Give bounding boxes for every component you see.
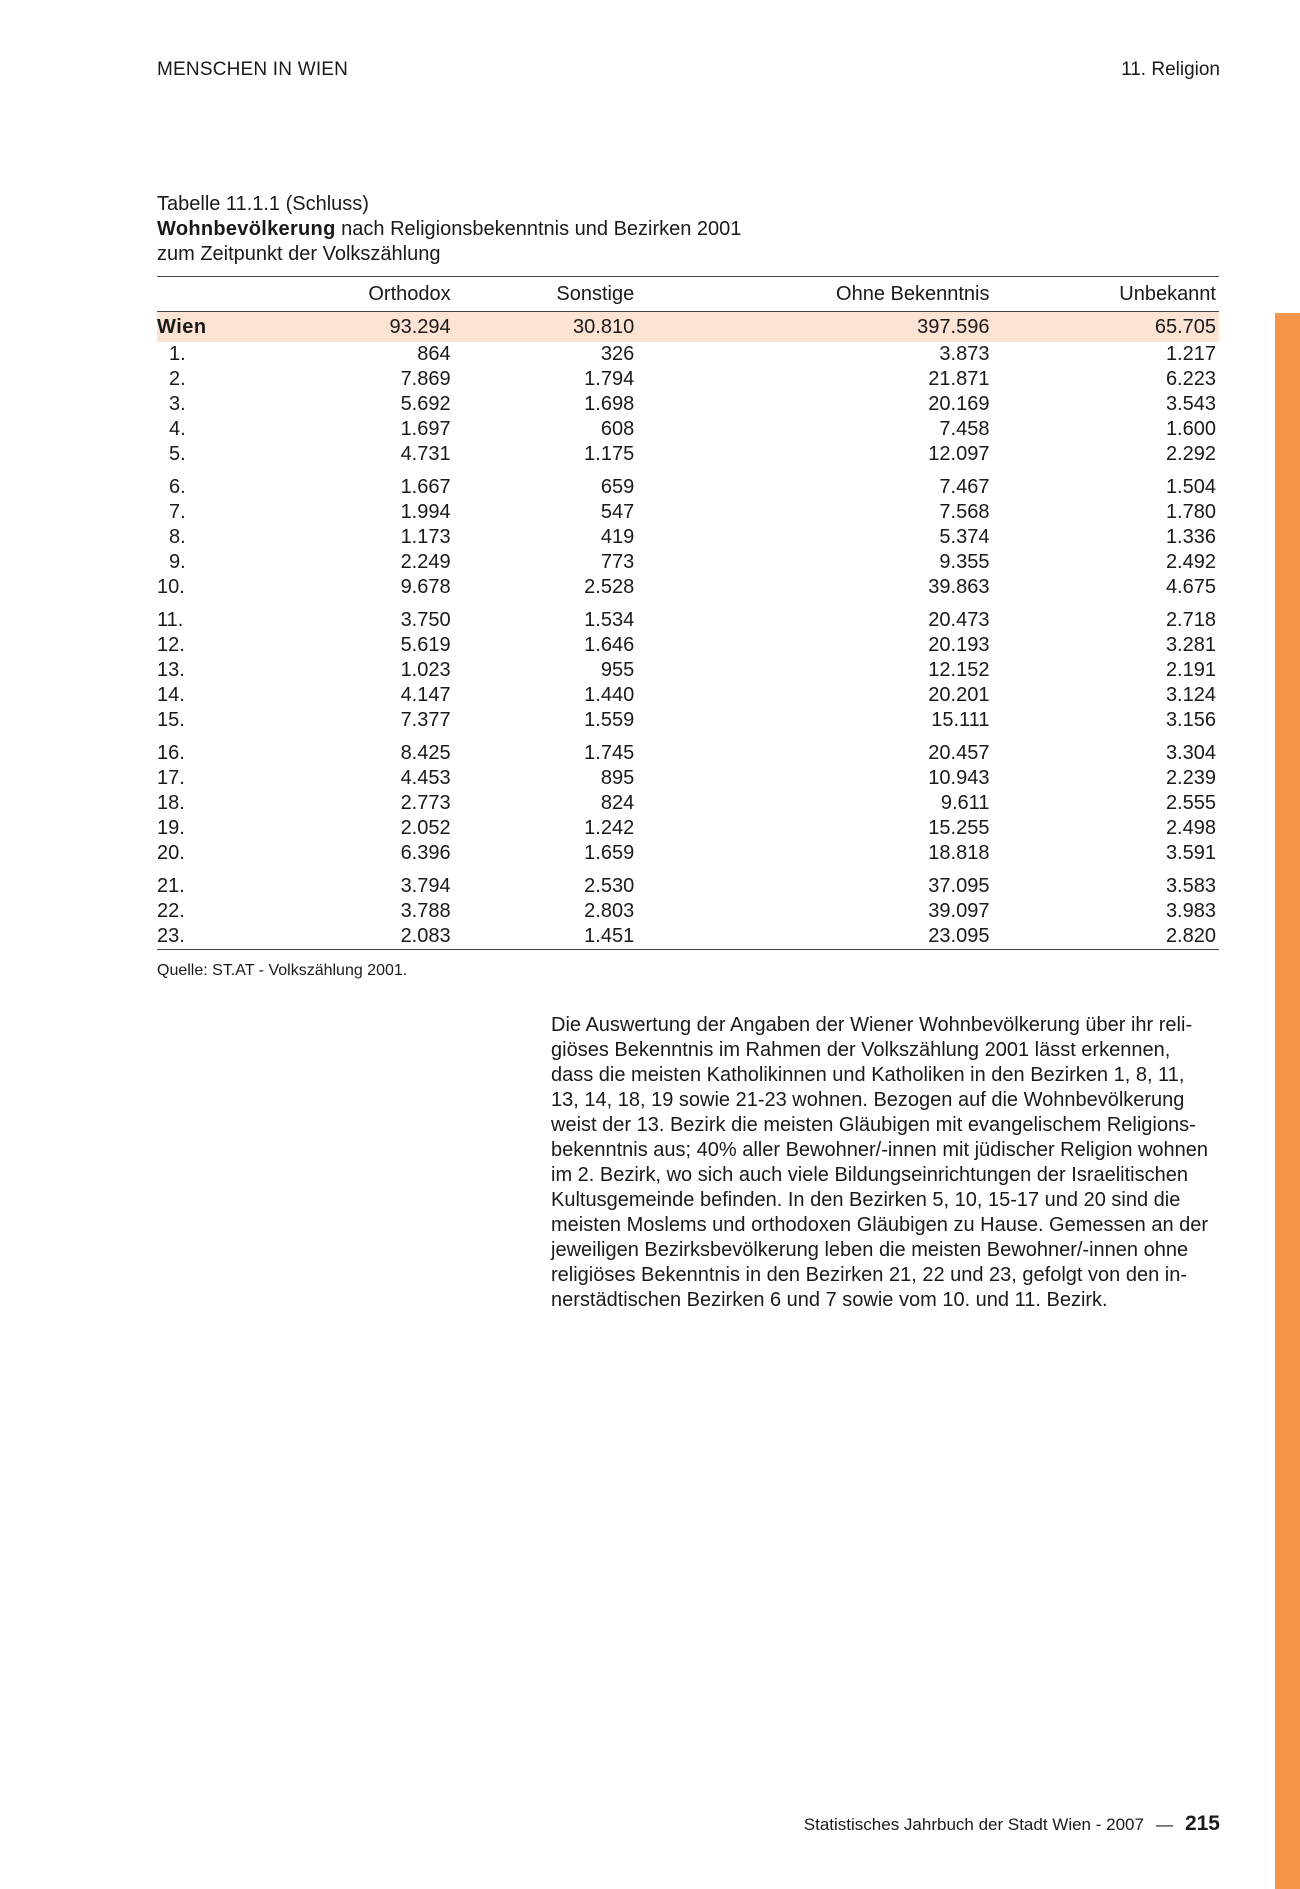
table-cell: 9.611 — [940, 792, 990, 814]
table-cell: 3.983 — [1165, 900, 1216, 922]
table-cell: 30.810 — [454, 312, 638, 343]
table-cell: 2.492 — [1165, 551, 1216, 573]
table-cell: 7. — [169, 501, 186, 523]
body-line: jeweiligen Bezirksbevölkerung leben die meisten Bewohner/-innen ohne — [551, 1239, 1189, 1261]
table-row — [157, 442, 1219, 467]
table-cell: 20.201 — [928, 684, 990, 706]
table-row — [157, 683, 1219, 708]
header-cell-sonstige: Sonstige — [454, 277, 638, 312]
table-cell: 1. — [169, 343, 186, 365]
table-cell: 12.152 — [928, 659, 990, 681]
table-cell: 2.239 — [1165, 767, 1216, 789]
table-cell: 824 — [600, 792, 635, 814]
table-row — [157, 816, 1219, 841]
table-cell: 547 — [600, 501, 635, 523]
table-cell: 20.473 — [928, 609, 990, 631]
table-cell: 3.873 — [939, 343, 990, 365]
table-cell: 10.943 — [928, 767, 990, 789]
body-line: dass die meisten Katholikinnen und Katholiken in den Bezirken 1, 8, 11, — [551, 1064, 1185, 1086]
table-cell: 3.591 — [1165, 842, 1216, 864]
table-row — [157, 367, 1219, 392]
table-cell: 3.750 — [400, 609, 451, 631]
table-cell: 15.255 — [928, 817, 990, 839]
table-cell: 6.223 — [1165, 368, 1216, 390]
table-cell: 2.191 — [1165, 659, 1216, 681]
running-header-section: MENSCHEN IN WIEN — [157, 59, 349, 80]
table-number: Tabelle 11.1.1 (Schluss) — [157, 193, 369, 215]
table-cell: 10. — [157, 576, 185, 598]
table-row — [157, 600, 1219, 633]
table-cell: 2.052 — [400, 817, 451, 839]
table-cell: 9.678 — [400, 576, 451, 598]
body-line: weist der 13. Bezirk die meisten Gläubigen mit evangelischem Religions- — [551, 1114, 1196, 1136]
table-cell: 1.173 — [400, 526, 451, 548]
table-cell: 1.440 — [584, 684, 635, 706]
table-cell: 326 — [600, 343, 635, 365]
table-caption — [157, 192, 741, 267]
table-cell: 1.697 — [400, 418, 451, 440]
table-cell: 16. — [157, 742, 185, 764]
table-row — [157, 392, 1219, 417]
table-cell: 3. — [169, 393, 186, 415]
table-row — [157, 733, 1219, 766]
table-cell: 3.281 — [1165, 634, 1216, 656]
table-cell: 9.355 — [939, 551, 990, 573]
page-footer — [804, 1812, 1220, 1836]
table-cell: 11. — [157, 609, 184, 631]
body-line: Kultusgemeinde befinden. In den Bezirken 5, 10, 15-17 und 20 sind die — [551, 1189, 1181, 1211]
table-cell: 20.193 — [928, 634, 990, 656]
footer-publication: Statistisches Jahrbuch der Stadt Wien - 2007 — [803, 1815, 1144, 1834]
table-cell: 93.294 — [260, 312, 454, 343]
table-cell: 7.568 — [939, 501, 990, 523]
table-cell: 1.667 — [400, 476, 451, 498]
table-row — [157, 525, 1219, 550]
body-line: giöses Bekenntnis im Rahmen der Volkszählung 2001 lässt erkennen, — [551, 1039, 1171, 1061]
table-cell: 3.788 — [400, 900, 451, 922]
table-row — [157, 708, 1219, 733]
table-cell: 1.023 — [400, 659, 451, 681]
table-cell: 7.467 — [939, 476, 990, 498]
table-cell: 65.705 — [992, 312, 1219, 343]
table-cell: 20.457 — [928, 742, 990, 764]
table-cell: 19. — [157, 817, 185, 839]
table-cell: 2. — [169, 368, 186, 390]
table-row — [157, 467, 1219, 500]
table-cell: 2.249 — [400, 551, 451, 573]
table-cell: 7.869 — [400, 368, 451, 390]
table-cell: 9. — [169, 551, 186, 573]
table-row — [157, 575, 1219, 600]
table-cell: 1.794 — [584, 368, 635, 390]
table-cell: 2.773 — [400, 792, 451, 814]
table-cell: 6.396 — [400, 842, 451, 864]
table-cell: 18. — [157, 792, 185, 814]
table-row — [157, 550, 1219, 575]
table-cell: 2.083 — [260, 924, 454, 950]
table-cell: 3.156 — [1165, 709, 1216, 731]
page-number: 215 — [1184, 1812, 1220, 1835]
table-cell: 4.731 — [400, 443, 451, 465]
footer-dash: — — [1155, 1815, 1173, 1834]
table-cell: 1.698 — [584, 393, 635, 415]
table-row — [157, 658, 1219, 683]
table-cell: 7.377 — [400, 709, 451, 731]
table-row — [157, 500, 1219, 525]
table-cell: 22. — [157, 900, 185, 922]
table-row — [157, 342, 1219, 367]
table-cell: 5.374 — [939, 526, 990, 548]
table-row — [157, 633, 1219, 658]
table-cell: 2.718 — [1165, 609, 1216, 631]
table-cell: 1.534 — [584, 609, 635, 631]
table-row — [157, 766, 1219, 791]
header-cell-district — [157, 277, 260, 312]
table-cell: 1.559 — [584, 709, 635, 731]
header-cell-ohne-bekenntnis: Ohne Bekenntnis — [637, 277, 992, 312]
table-cell: 2.292 — [1165, 443, 1216, 465]
body-line: nerstädtischen Bezirken 6 und 7 sowie vom 10. und 11. Bezirk. — [551, 1289, 1108, 1311]
body-line: bekenntnis aus; 40% aller Bewohner/-innen mit jüdischer Religion wohnen — [551, 1139, 1209, 1161]
header-cell-orthodox: Orthodox — [260, 277, 454, 312]
table-row — [157, 417, 1219, 442]
total-row — [157, 312, 1219, 343]
table-cell: 773 — [600, 551, 635, 573]
table-title — [157, 217, 741, 242]
table-cell: 8. — [169, 526, 186, 548]
table-cell: 895 — [600, 767, 635, 789]
table-cell: 1.504 — [1165, 476, 1216, 498]
table-cell: 2.820 — [992, 924, 1219, 950]
table-cell: 12. — [157, 634, 185, 656]
table-cell: 39.097 — [928, 900, 990, 922]
table-cell: 4.675 — [1165, 576, 1216, 598]
table-cell: 23.095 — [637, 924, 992, 950]
table-cell: 397.596 — [637, 312, 992, 343]
table-cell: 20. — [157, 842, 185, 864]
table-cell: 1.175 — [584, 443, 635, 465]
table-cell: 1.994 — [400, 501, 451, 523]
table-row — [157, 841, 1219, 866]
body-line: meisten Moslems und orthodoxen Gläubigen zu Hause. Gemessen an der — [551, 1214, 1209, 1236]
table-row — [157, 899, 1219, 924]
header-cell-unbekannt: Unbekannt — [992, 277, 1219, 312]
table-cell: 18.818 — [928, 842, 990, 864]
table-source: Quelle: ST.AT - Volkszählung 2001. — [157, 962, 408, 979]
table-cell: 659 — [600, 476, 635, 498]
table-cell: 4.453 — [400, 767, 451, 789]
table-cell: 1.659 — [584, 842, 635, 864]
table-cell: 2.530 — [584, 875, 635, 897]
table-cell: 12.097 — [928, 443, 990, 465]
table-title-bold: Wohnbevölkerung — [157, 218, 336, 240]
table-cell: 608 — [600, 418, 635, 440]
table-cell: 1.451 — [454, 924, 638, 950]
table-header-row — [157, 277, 1219, 312]
table-cell: 17. — [157, 767, 185, 789]
table-cell: 3.543 — [1165, 393, 1216, 415]
table-cell: 1.646 — [584, 634, 635, 656]
table-cell: 1.745 — [584, 742, 635, 764]
table-cell: Wien — [157, 312, 260, 343]
table-cell: 1.242 — [584, 817, 635, 839]
table-cell: 3.583 — [1165, 875, 1216, 897]
religion-table — [157, 276, 1219, 950]
table-cell: 2.498 — [1165, 817, 1216, 839]
table-cell: 4.147 — [400, 684, 451, 706]
table-cell: 864 — [417, 343, 451, 365]
table-cell: 2.555 — [1165, 792, 1216, 814]
table-cell: 37.095 — [928, 875, 990, 897]
body-paragraph — [551, 1013, 1221, 1313]
table-cell: 21.871 — [928, 368, 990, 390]
table-row — [157, 924, 1219, 950]
table-row — [157, 791, 1219, 816]
table-row — [157, 866, 1219, 899]
table-cell: 1.217 — [1165, 343, 1216, 365]
table-title-rest: nach Religionsbekenntnis und Bezirken 2001 — [335, 218, 742, 240]
table-cell: 21. — [157, 875, 185, 897]
table-cell: 3.124 — [1165, 684, 1216, 706]
table-cell: 5. — [169, 443, 186, 465]
table-cell: 6. — [169, 476, 186, 498]
side-accent-bar — [1275, 313, 1300, 1889]
table-cell: 15.111 — [931, 709, 990, 731]
table-cell: 7.458 — [939, 418, 990, 440]
running-header-chapter: 11. Religion — [1121, 59, 1220, 80]
table-cell: 20.169 — [928, 393, 990, 415]
table-cell: 2.803 — [584, 900, 635, 922]
table-cell: 3.304 — [1165, 742, 1216, 764]
table-cell: 15. — [157, 709, 185, 731]
body-line: 13, 14, 18, 19 sowie 21-23 wohnen. Bezogen auf die Wohnbevölkerung — [551, 1089, 1185, 1111]
table-cell: 1.336 — [1165, 526, 1216, 548]
body-line: Die Auswertung der Angaben der Wiener Wohnbevölkerung über ihr reli- — [551, 1014, 1193, 1036]
table-cell: 14. — [157, 684, 185, 706]
table-subtitle: zum Zeitpunkt der Volkszählung — [157, 243, 441, 265]
table-cell: 23. — [157, 924, 260, 950]
table-body — [157, 312, 1219, 950]
table-cell: 2.528 — [584, 576, 635, 598]
body-line: religiöses Bekenntnis in den Bezirken 21, 22 und 23, gefolgt von den in- — [551, 1264, 1187, 1286]
table-cell: 3.794 — [400, 875, 451, 897]
table-cell: 8.425 — [400, 742, 451, 764]
table-cell: 5.619 — [400, 634, 451, 656]
table-cell: 1.780 — [1165, 501, 1216, 523]
body-line: im 2. Bezirk, wo sich auch viele Bildungseinrichtungen der Israelitischen — [551, 1164, 1188, 1186]
table-cell: 419 — [600, 526, 635, 548]
table-cell: 13. — [157, 659, 185, 681]
table-cell: 955 — [600, 659, 635, 681]
table-cell: 5.692 — [400, 393, 451, 415]
table-cell: 1.600 — [1165, 418, 1216, 440]
table-cell: 39.863 — [928, 576, 990, 598]
table-cell: 4. — [169, 418, 186, 440]
